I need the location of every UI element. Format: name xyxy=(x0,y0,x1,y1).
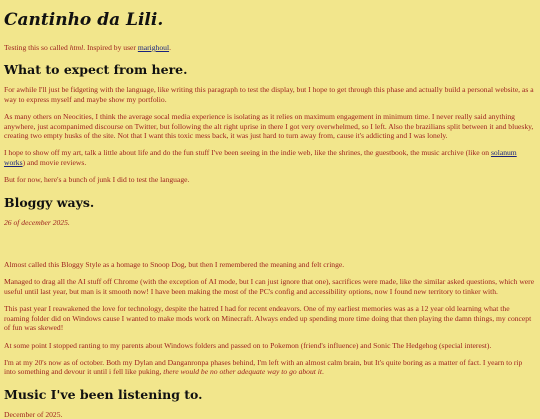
music-date: December of 2025. xyxy=(4,409,63,419)
intro-emphasis: html xyxy=(69,43,84,52)
solanum-works-link[interactable]: solanum works xyxy=(4,148,517,167)
intro-text-mid: . Inspired by user xyxy=(83,43,138,52)
blog-p5-pre: I'm at my 20's now as of october. Both my Dylan and Danganronpa phases behind, I'm left with an almost calm brain, but It's quite boring as a matter of fact. I yearn to rip into something and devour it until i fell like puking, xyxy=(4,357,523,377)
blog-paragraph-4: At some point I stopped ranting to my parents about Windows folders and passed on to Pokemon (friend's influence) and Sonic The Hedgehog (special interest). xyxy=(4,340,492,350)
blog-paragraph-5 xyxy=(4,358,536,377)
blog-p5-post: . xyxy=(322,367,324,377)
intro-text-pre: Testing this so called xyxy=(4,43,70,52)
marighoul-link[interactable]: marighoul xyxy=(137,43,170,52)
blog-paragraph-3: This past year I reawakened the love for technology, despite the hatred I had for recent endeavors. One of my earliest memories was as a 12 year old learning what the roaming folder did on Windows cause I wanted to make mods work on Minecraft. Always ended up spending more time doing that then playing the damn things, my concept of fun was skewed! xyxy=(4,304,532,333)
expect-paragraph-2: As many others on Neocities, I think the average socal media experience is isolating as it relies on maximum engagement in minimum time. I never really said anything anywhere, just acompanimed discourse on Twitter, but following the alt right uprise in there I got very overwhelmed, so I left. Also the brazilians split between it and bluesky, creating two empty husks of the site. Not that I want this toxic mess back, it was just hard to turn away from, cause it's addicting and I was lonely. xyxy=(4,112,534,141)
section-heading-expect: What to expect from here. xyxy=(4,62,188,78)
section-heading-music: Music I've been listening to. xyxy=(4,386,203,402)
expect-p3-post: ) and movie reviews. xyxy=(22,157,87,167)
expect-paragraph-1: For awhile I'll just be fidgeting with the language, like writing this paragraph to test the display, but I hope to get through this phase and actually build a personal website, as a way to express myself and maybe show my portfolio. xyxy=(4,85,534,104)
site-title: Cantinho da Lili. xyxy=(4,10,164,30)
intro-text-post: . xyxy=(169,43,171,52)
expect-paragraph-4: But for now, here's a bunch of junk I did to test the language. xyxy=(4,175,190,185)
expect-p3-pre: I hope to show off my art, talk a little about life and do the fun stuff I've been seeing in the indie web, like the shrines, the guestbook, the music archive (like on xyxy=(4,148,491,158)
intro-paragraph xyxy=(4,43,536,52)
expect-paragraph-3 xyxy=(4,148,536,167)
blog-paragraph-2: Managed to drag all the AI stuff off Chrome (with the exception of AI mode, but I can just ignore that one), sacrifices were made, like the similar asked questions, which were useful until last year, but man is it smooth now! I have been making the most of the PC's config and accessibility options, now I found new territory to tinker with. xyxy=(4,277,535,296)
blog-paragraph-1: Almost called this Bloggy Style as a homage to Snoop Dog, but then I remembered the meaning and felt cringe. xyxy=(4,260,345,270)
section-heading-bloggy: Bloggy ways. xyxy=(4,194,95,210)
blog-p5-emphasis: there would be no other adequate way to go about it xyxy=(163,367,322,377)
blog-date: 26 of december 2025. xyxy=(4,217,70,227)
